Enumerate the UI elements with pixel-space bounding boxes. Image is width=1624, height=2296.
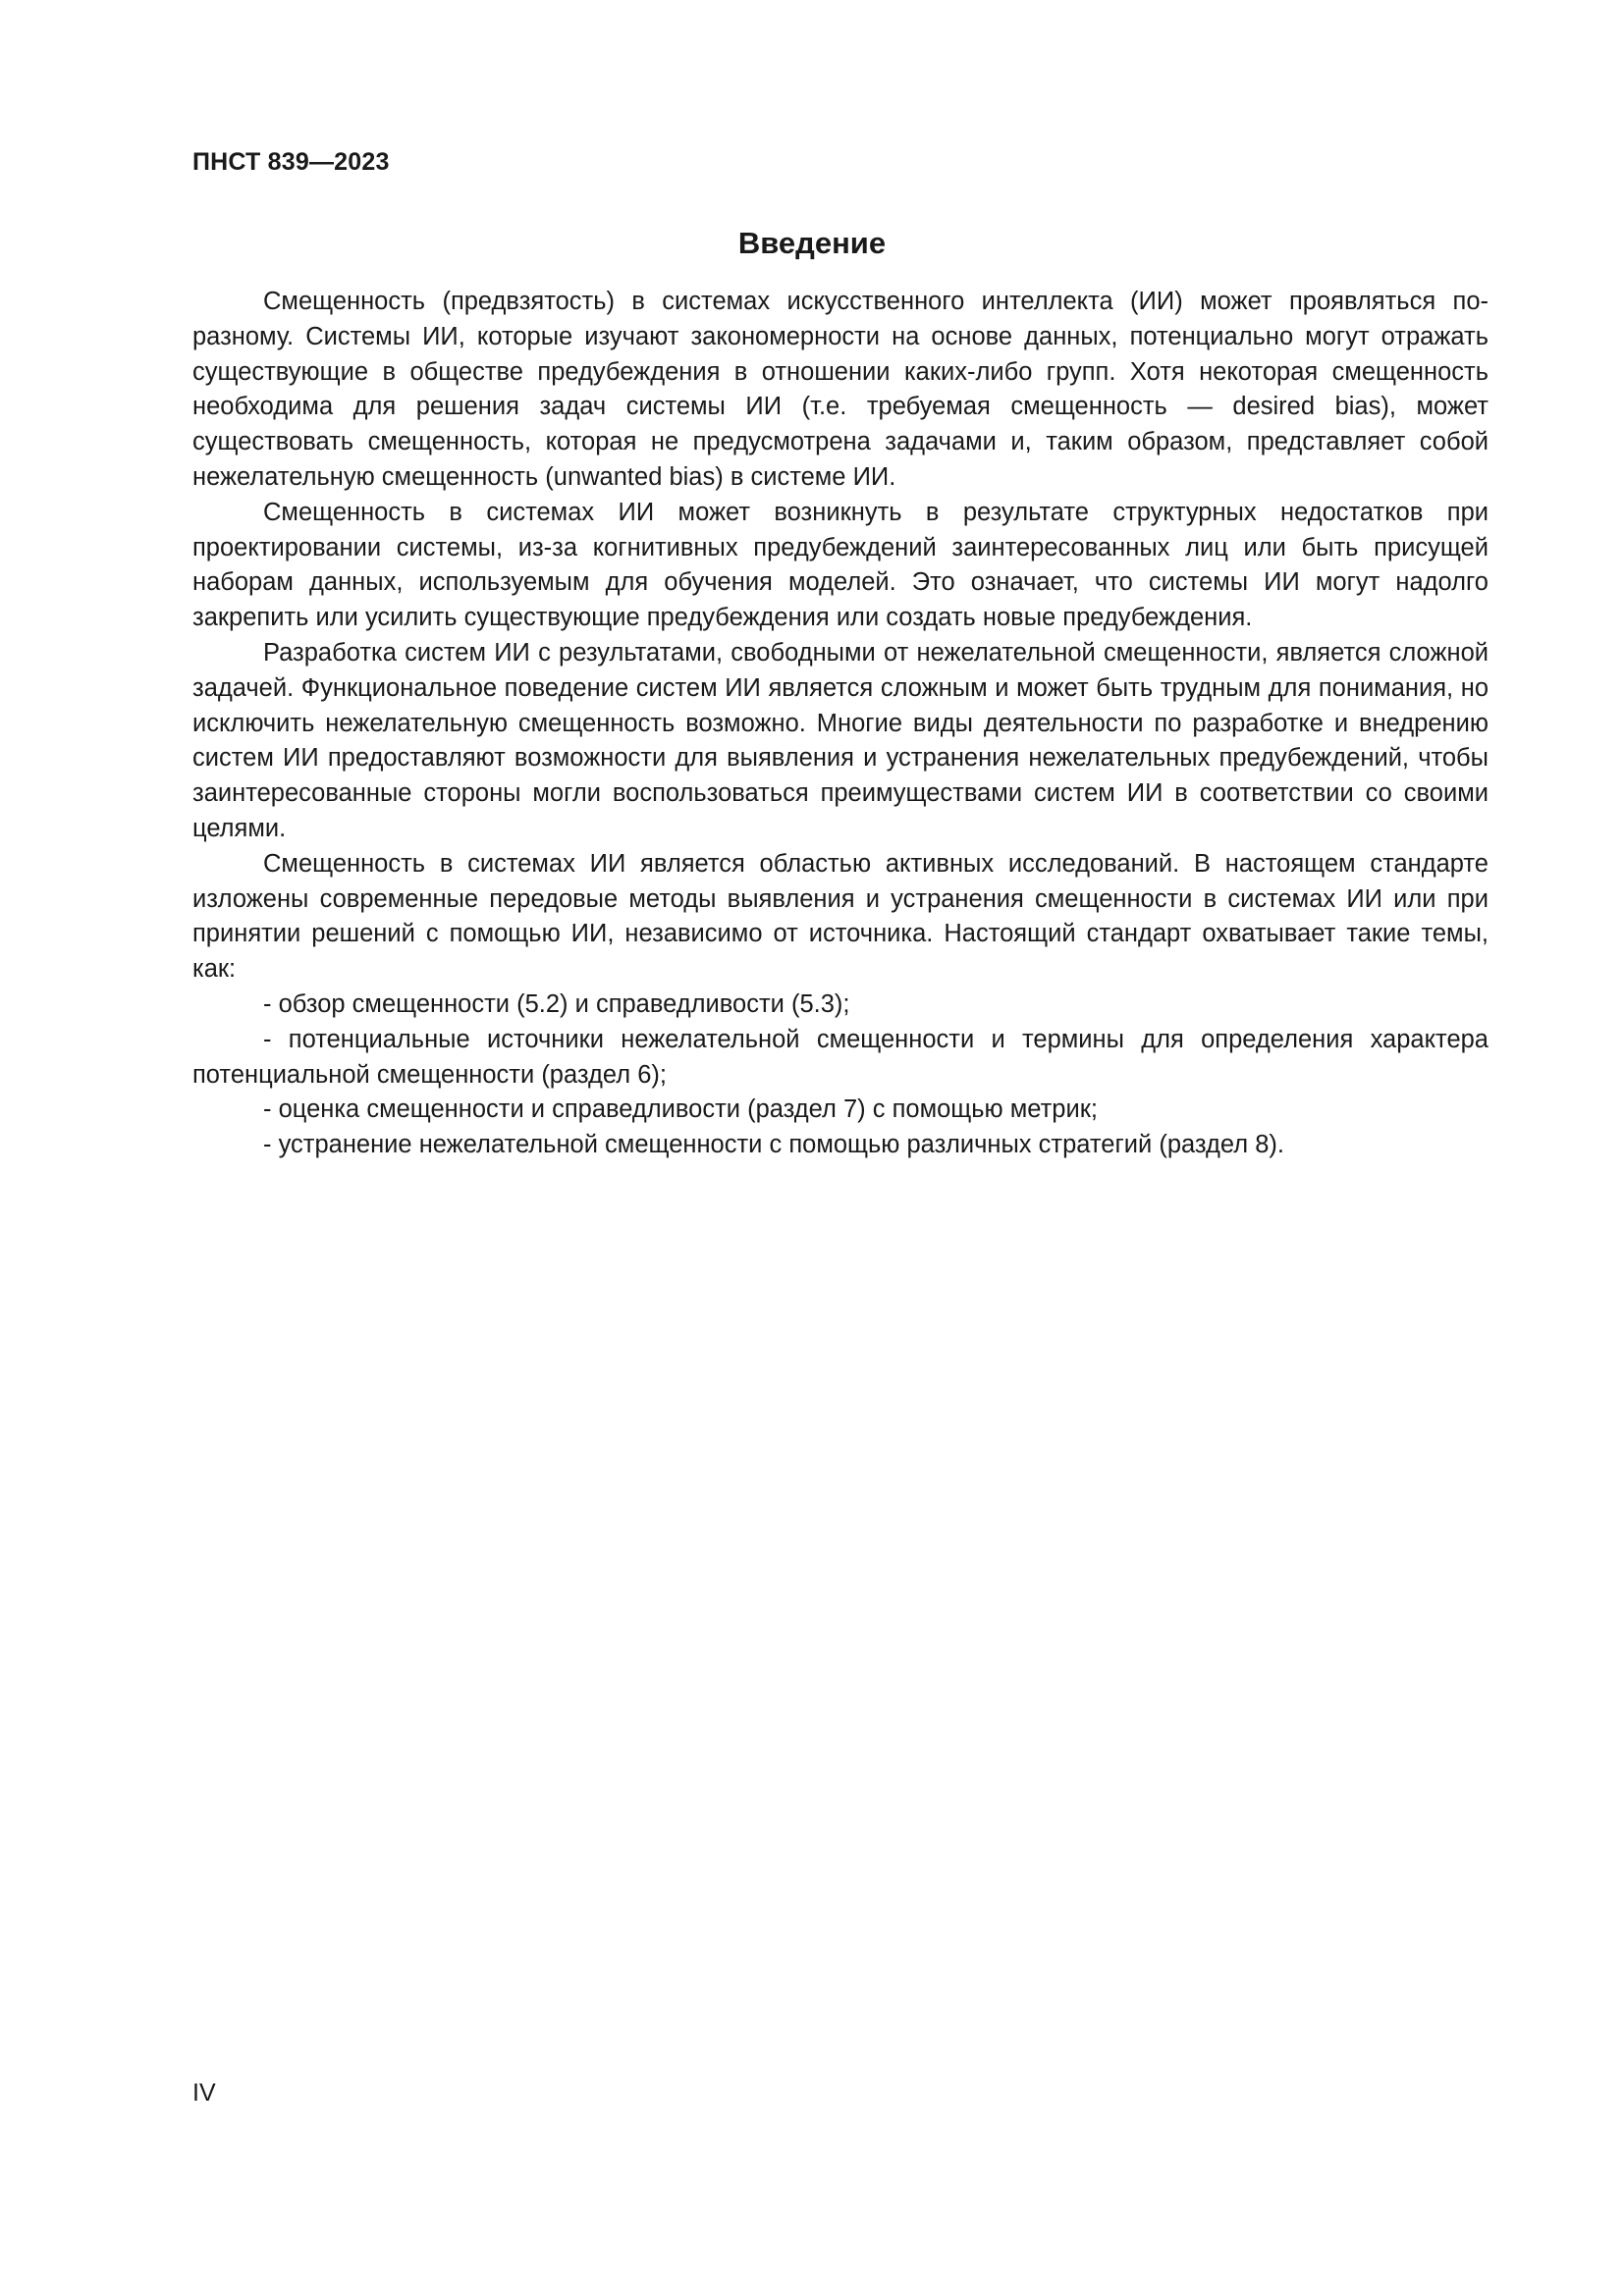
- paragraph: Смещенность в системах ИИ может возникнуть в результате структурных недостатков при проектировании системы, из-за когнитивных предубеждений заинтересованных лиц или быть присущей наборам данных, используемым для обучения моделей. Это означает, что системы ИИ могут надолго закрепить или усилить существующие предубеждения или создать новые предубеждения.: [192, 498, 1489, 632]
- document-code: ПНСТ 839—2023: [192, 148, 390, 176]
- paragraph: Смещенность в системах ИИ является областью активных исследований. В настоящем стандарте изложены современные передовые методы выявления и устранения смещенности в системах ИИ или при принятии решений с помощью ИИ, независимо от источника. Настоящий стандарт охватывает такие темы, как:: [192, 849, 1489, 984]
- body-text: [192, 285, 1489, 1163]
- page-number: IV: [192, 2079, 216, 2107]
- list-item: - оценка смещенности и справедливости (раздел 7) с помощью метрик;: [263, 1095, 1098, 1124]
- topics-list: [192, 988, 1489, 1163]
- list-item: - устранение нежелательной смещенности с помощью различных стратегий (раздел 8).: [263, 1131, 1284, 1159]
- paragraph: Разработка систем ИИ с результатами, свободными от нежелательной смещенности, является сложной задачей. Функциональное поведение систем ИИ является сложным и может быть трудным для понимания, но исключить нежелательную смещенность возможно. Многие виды деятельности по разработке и внедрению систем ИИ предоставляют возможности для выявления и устранения нежелательных предубеждений, чтобы заинтересованные стороны могли воспользоваться преимуществами систем ИИ в соответствии со своими целями.: [192, 638, 1489, 842]
- list-item: - обзор смещенности (5.2) и справедливости (5.3);: [263, 989, 850, 1018]
- paragraph: Смещенность (предвзятость) в системах искусственного интеллекта (ИИ) может проявляться по-разному. Системы ИИ, которые изучают закономерности на основе данных, потенциально могут отражать существующие в обществе предубеждения в отношении каких-либо групп. Хотя некоторая смещенность необходима для решения задач системы ИИ (т.е. требуемая смещенность — desired bias), может существовать смещенность, которая не предусмотрена задачами и, таким образом, представляет собой нежелательную смещенность (unwanted bias) в системе ИИ.: [192, 288, 1489, 491]
- list-item: - потенциальные источники нежелательной смещенности и термины для определения характера потенциальной смещенности (раздел 6);: [192, 1025, 1489, 1089]
- section-title: Введение: [737, 226, 887, 260]
